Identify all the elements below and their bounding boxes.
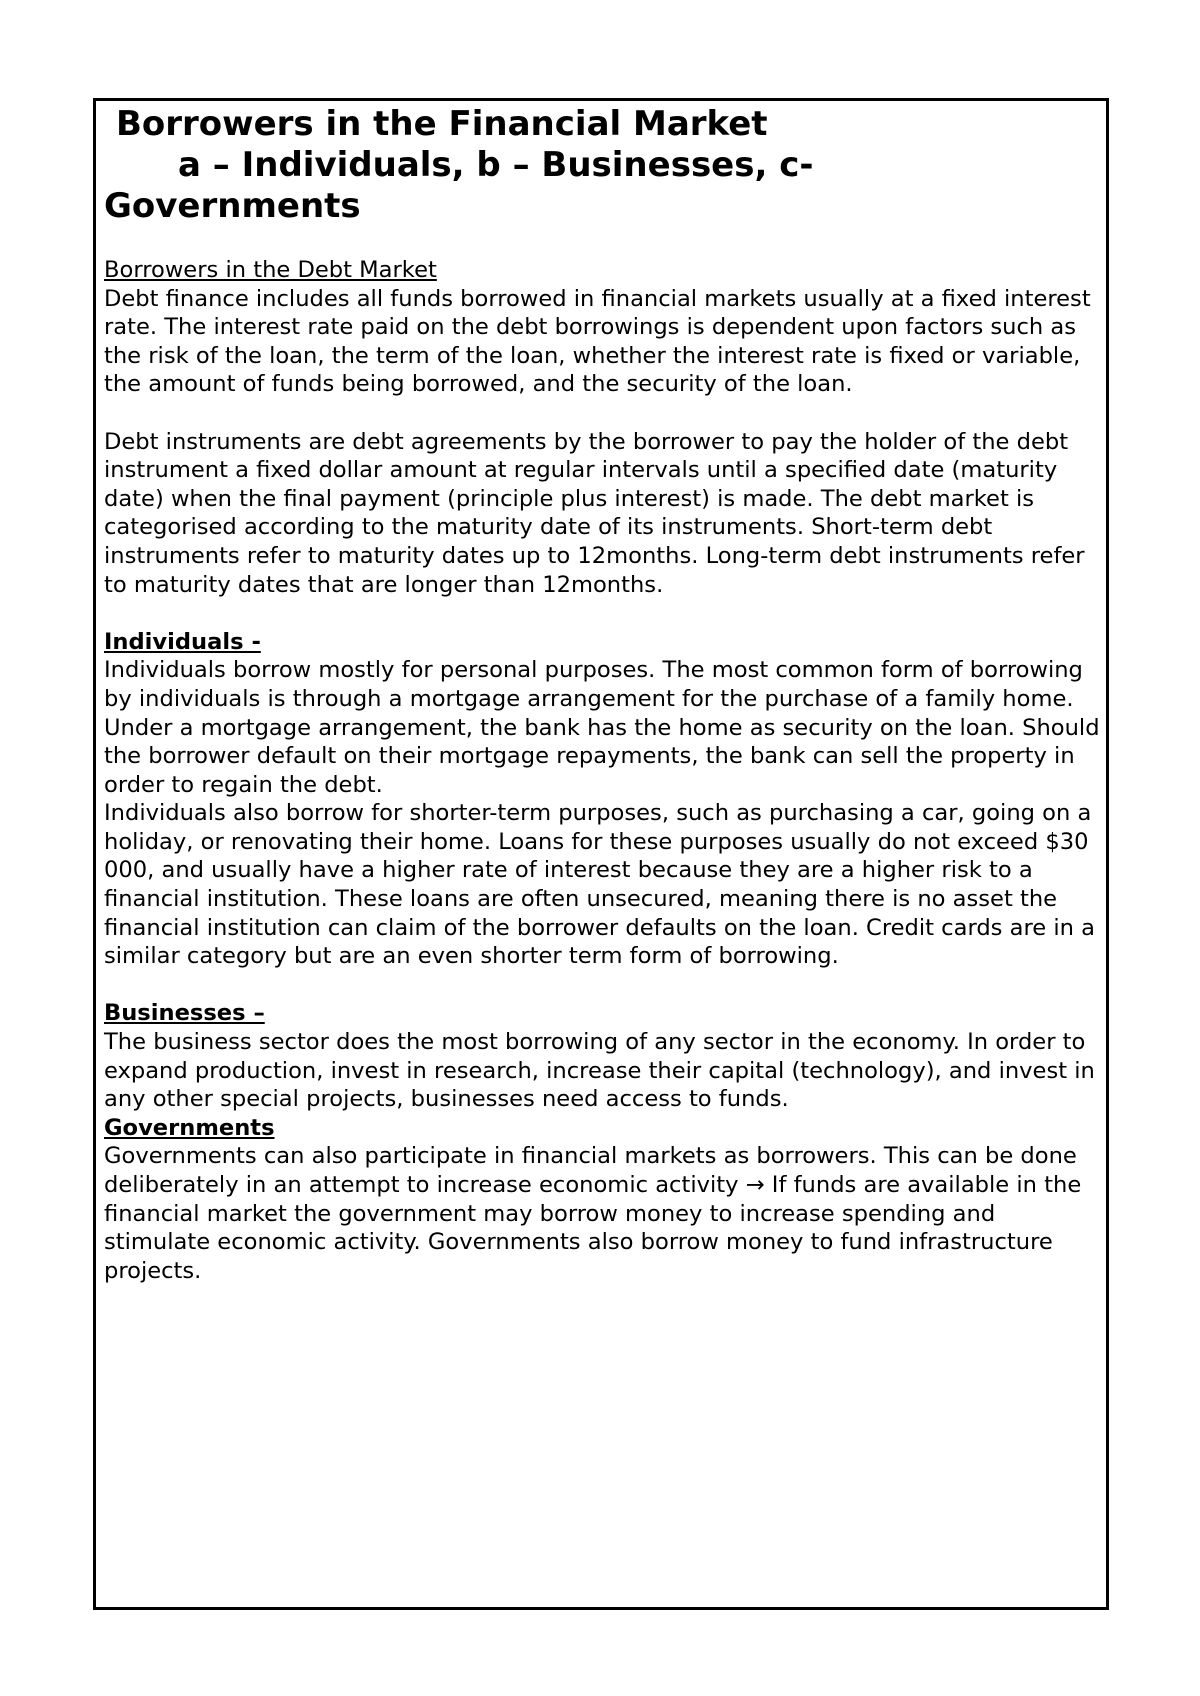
paragraph-gap (104, 971, 1100, 1000)
title-line-2: a – Individuals, b – Businesses, c- (178, 145, 814, 185)
debt-market-paragraph-2: Debt instruments are debt agreements by the borrower to pay the holder of the debt instrument a fixed dollar amount at regular intervals until a specified date (maturity date) when the final payment (principle plus interest) is made. The debt market is categorised according to the maturity date of its instruments. Short-term debt instruments refer to maturity dates up to 12months. Long-term debt instruments refer to maturity dates that are longer than 12months. (104, 428, 1085, 598)
businesses-paragraph-1: The business sector does the most borrowing of any sector in the economy. In order to expand production, invest in research, increase their capital (technology), and invest in any other special projects, businesses need access to funds. (104, 1029, 1095, 1113)
individuals-paragraph-1: Individuals borrow mostly for personal purposes. The most common form of borrowing by individuals is through a mortgage arrangement for the purchase of a family home. Under a mortgage arrangement, the bank has the home as security on the loan. Should the borrower default on their mortgage repayments, the bank can sell the property in order to regain the debt. (104, 657, 1100, 798)
body-text (104, 256, 1100, 1285)
arrow-right-icon: → (745, 1172, 765, 1198)
debt-market-heading: Borrowers in the Debt Market (104, 257, 437, 283)
document-body (104, 104, 1100, 1285)
governments-text-after-arrow: If funds are available in the financial market the government may borrow money to increase spending and stimulate economic activity. Governments also borrow money to fund infrastructure projects. (104, 1172, 1082, 1284)
paragraph-gap (104, 599, 1100, 628)
governments-heading: Governments (104, 1114, 275, 1141)
individuals-paragraph-2: Individuals also borrow for shorter-term purposes, such as purchasing a car, going on a holiday, or renovating their home. Loans for these purposes usually do not exceed $30 000, and usually have a higher rate of interest because they are a higher risk to a financial institution. These loans are often unsecured, meaning there is no asset the financial institution can claim of the borrower defaults on the loan. Credit cards are in a similar category but are an even shorter term form of borrowing. (104, 800, 1095, 970)
governments-text-before-arrow: Governments can also participate in financial markets as borrowers. This can be done deliberately in an attempt to increase economic activity (104, 1143, 1077, 1198)
businesses-heading: Businesses – (104, 1000, 265, 1027)
title-line-1: Borrowers in the Financial Market (116, 104, 768, 144)
governments-paragraph-1 (104, 1142, 1100, 1285)
document-title (104, 104, 1100, 227)
individuals-heading: Individuals - (104, 628, 261, 655)
title-line-3: Governments (104, 186, 361, 226)
paragraph-gap (104, 399, 1100, 428)
debt-market-paragraph-1: Debt finance includes all funds borrowed in financial markets usually at a fixed interest rate. The interest rate paid on the debt borrowings is dependent upon factors such as the risk of the loan, the term of the loan, whether the interest rate is fixed or variable, the amount of funds being borrowed, and the security of the loan. (104, 285, 1091, 398)
